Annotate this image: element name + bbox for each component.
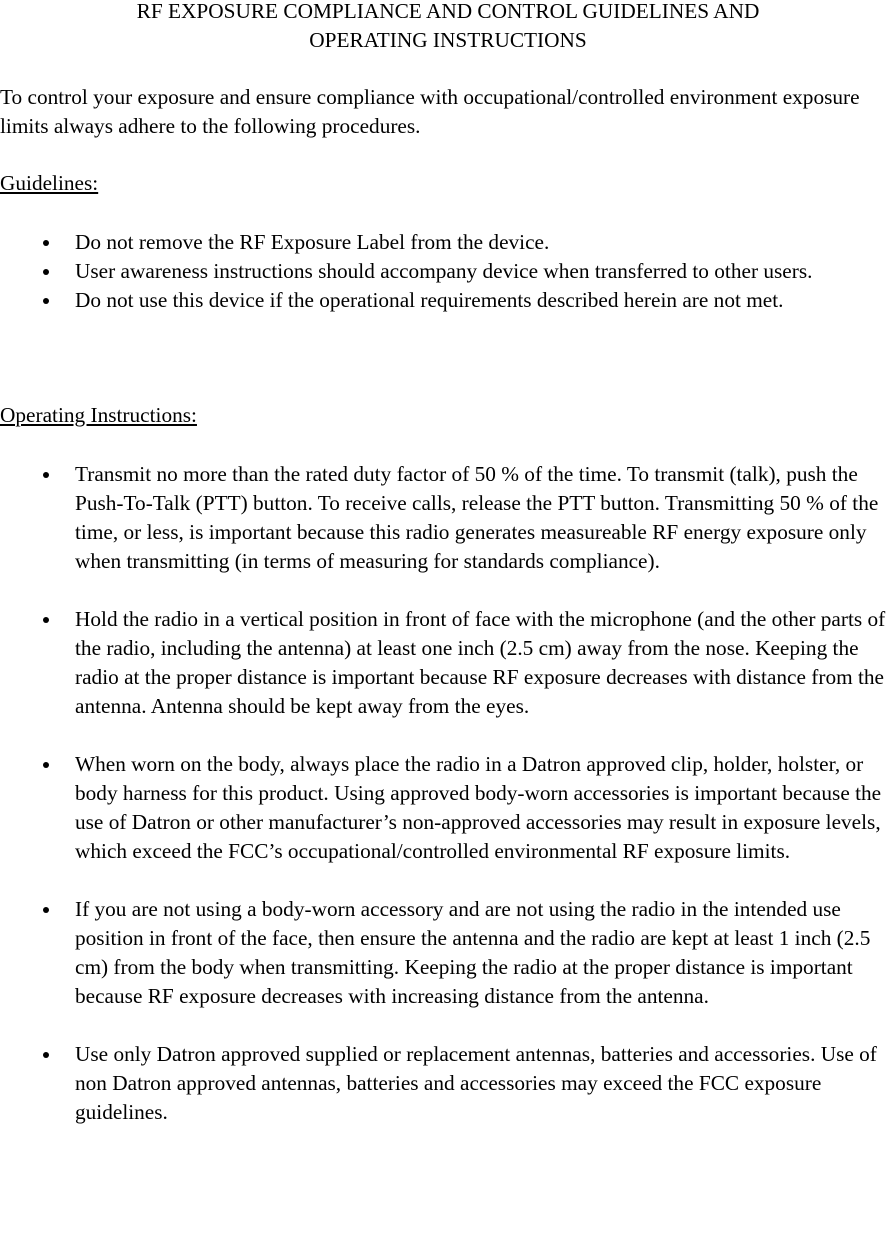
guidelines-heading: Guidelines: <box>0 171 99 195</box>
list-item-text: Do not remove the RF Exposure Label from the device. <box>75 230 550 254</box>
list-item-text: Do not use this device if the operational requirements described herein are not met. <box>75 288 784 312</box>
guidelines-list <box>0 228 896 315</box>
bullet-icon <box>39 750 53 768</box>
list-item-text: When worn on the body, always place the radio in a Datron approved clip, holder, holster, or body harness for this product. Using approved body-worn accessories is important because the use of Datron or other manufacturer’s non-approved accessories may result in exposure levels, which exceed the FCC’s occupational/controlled environmental RF exposure limits. <box>75 752 882 863</box>
list-item-text: User awareness instructions should accompany device when transferred to other users. <box>75 259 813 283</box>
list-item-text: Use only Datron approved supplied or replacement antennas, batteries and accessories. Use of non Datron approved antennas, batteries and accessories may exceed the FCC exposure guidelines. <box>75 1042 877 1124</box>
list-item-text: Transmit no more than the rated duty factor of 50 % of the time. To transmit (talk), push the Push-To-Talk (PTT) button. To receive calls, release the PTT button. Transmitting 50 % of the time, or less, is important because this radio generates measureable RF energy exposure only when transmitting (in terms of measuring for standards compliance). <box>75 462 879 573</box>
list-item <box>0 1040 896 1127</box>
bullet-icon <box>39 1040 53 1058</box>
bullet-icon <box>39 460 53 478</box>
title-line-2: OPERATING INSTRUCTIONS <box>309 28 587 52</box>
bullet-icon <box>39 228 53 246</box>
bullet-icon <box>39 257 53 275</box>
list-item-text: Hold the radio in a vertical position in front of face with the microphone (and the other parts of the radio, including the antenna) at least one inch (2.5 cm) away from the nose. Keeping the radio at the proper distance is important because RF exposure decreases with distance from the antenna. Antenna should be kept away from the eyes. <box>75 607 886 718</box>
operating-instructions-heading: Operating Instructions: <box>0 403 197 427</box>
document-title <box>0 0 896 55</box>
bullet-icon <box>39 605 53 623</box>
list-item <box>0 257 896 286</box>
list-item-text: If you are not using a body-worn accessory and are not using the radio in the intended use position in front of the face, then ensure the antenna and the radio are kept at least 1 inch (2.5 cm) from the body when transmitting. Keeping the radio at the proper distance is important because RF exposure decreases with increasing distance from the antenna. <box>75 897 871 1008</box>
bullet-icon <box>39 895 53 913</box>
list-item <box>0 605 896 721</box>
intro-paragraph: To control your exposure and ensure compliance with occupational/controlled environment exposure limits always adhere to the following procedures. <box>0 85 860 138</box>
list-item <box>0 228 896 257</box>
bullet-icon <box>39 286 53 304</box>
list-item <box>0 460 896 576</box>
title-line-1: RF EXPOSURE COMPLIANCE AND CONTROL GUIDELINES AND <box>136 0 760 23</box>
list-item <box>0 286 896 315</box>
list-item <box>0 750 896 866</box>
list-item <box>0 895 896 1011</box>
operating-instructions-list <box>0 460 896 1127</box>
